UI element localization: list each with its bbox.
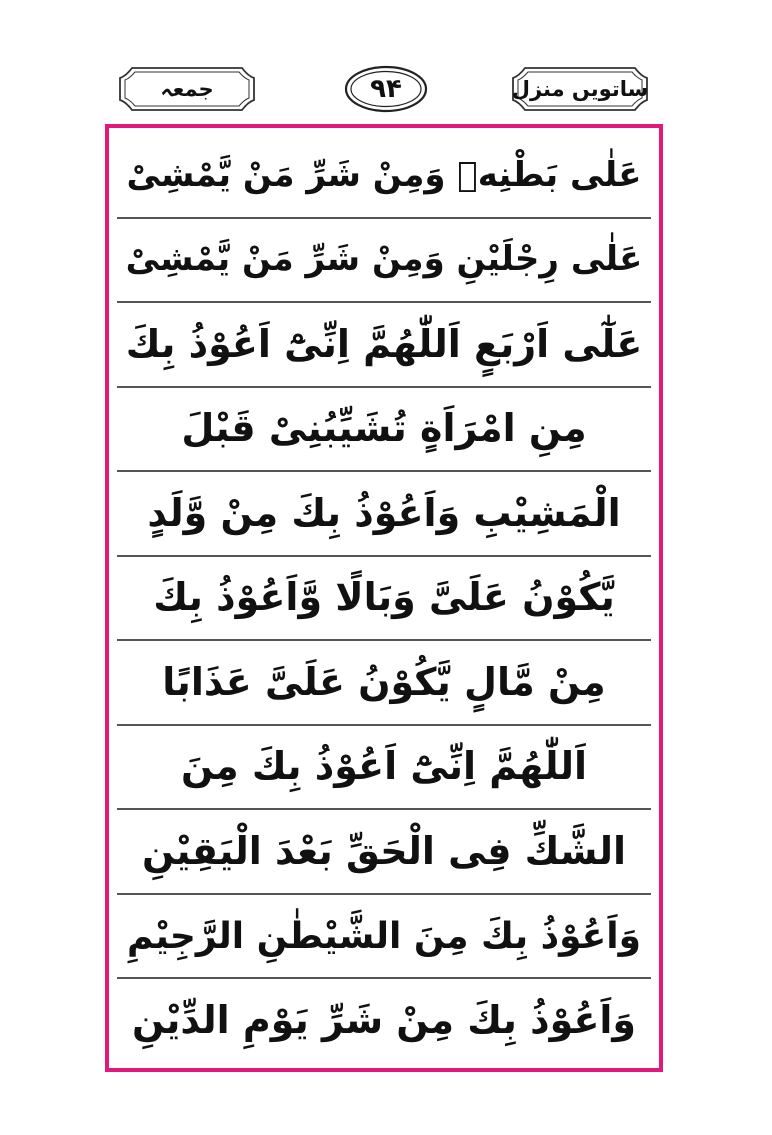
manzil-cartouche <box>511 66 649 112</box>
text-line <box>117 979 651 1062</box>
text-line-content: عَلٰى رِجْلَيْنِ وَمِنْ شَرِّ مَنْ يَّمْشِىْ <box>125 239 643 280</box>
text-line-content: الشَّكِّ فِى الْحَقِّ بَعْدَ الْيَقِيْنِ <box>141 828 627 873</box>
text-line-content: مِنْ مَّالٍ يَّكُوْنُ عَلَىَّ عَذَابًا <box>162 659 606 704</box>
text-frame <box>105 124 663 1072</box>
text-line-content: وَاَعُوْذُ بِكَ مِنَ الشَّيْطٰنِ الرَّجِيْمِ <box>127 915 641 957</box>
text-line-content: وَاَعُوْذُ بِكَ مِنْ شَرِّ يَوْمِ الدِّيْنِ <box>131 997 637 1042</box>
text-line <box>117 641 651 726</box>
text-line <box>117 810 651 895</box>
page-header <box>0 58 772 122</box>
day-label: جمعہ <box>160 77 214 101</box>
text-line-content: مِنِ امْرَاَةٍ تُشَيِّبُنِىْ قَبْلَ <box>181 406 587 451</box>
text-line <box>117 303 651 388</box>
text-line-content: عَلٰى بَطْنِهٖ وَمِنْ شَرِّ مَنْ يَّمْشِىْ <box>126 154 642 195</box>
text-line-content: عَلٰٓى اَرْبَعٍ اَللّٰهُمَّ اِنِّىْٓ اَعُوْذُ بِكَ <box>125 321 643 366</box>
manzil-label: ساتویں منزل <box>511 77 649 101</box>
text-line-content: الْمَشِيْبِ وَاَعُوْذُ بِكَ مِنْ وَّلَدٍ <box>147 490 621 535</box>
text-line <box>117 134 651 219</box>
day-cartouche <box>118 66 256 112</box>
text-line <box>117 219 651 304</box>
arabic-text-lines <box>117 134 651 1062</box>
text-line <box>117 726 651 811</box>
text-line-content: اَللّٰهُمَّ اِنِّىْٓ اَعُوْذُ بِكَ مِنَ <box>180 744 588 789</box>
text-line <box>117 388 651 473</box>
text-line <box>117 557 651 642</box>
page-number: ۹۴ <box>370 74 402 104</box>
text-line <box>117 895 651 980</box>
page-number-medallion <box>343 64 429 114</box>
text-line <box>117 472 651 557</box>
text-line-content: يَّكُوْنُ عَلَىَّ وَبَالًا وَّاَعُوْذُ بِكَ <box>153 575 615 620</box>
